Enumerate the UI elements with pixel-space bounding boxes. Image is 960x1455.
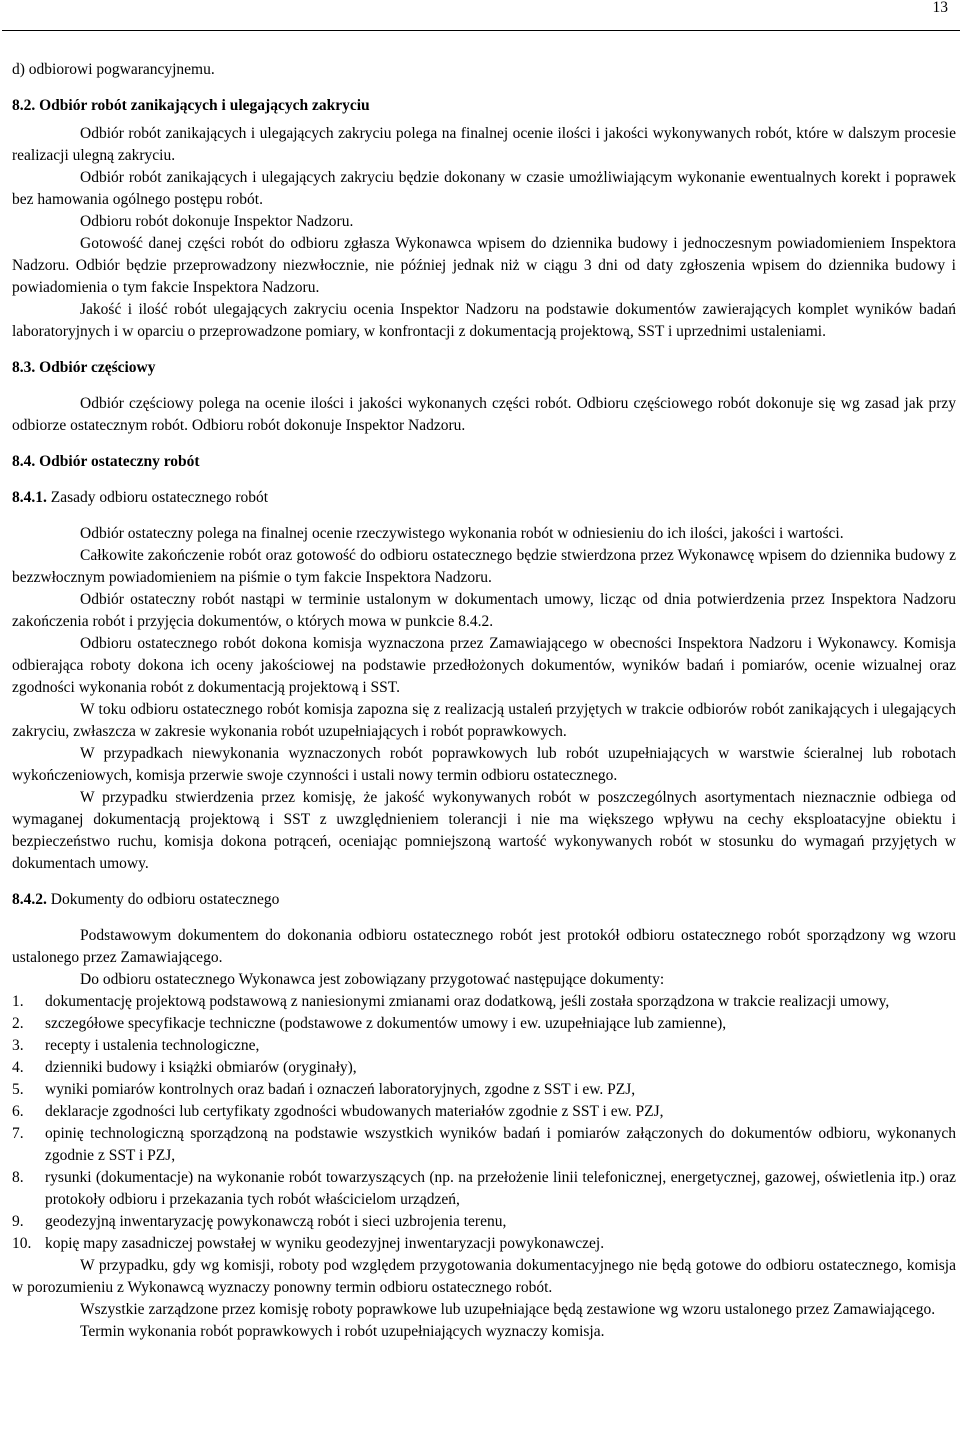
paragraph: Gotowość danej części robót do odbioru zgłasza Wykonawca wpisem do dziennika budowy i jednoczesnym powiadomieniem Inspektora Nadzoru. Odbiór będzie przeprowadzony niezwłocznie, nie później jednak niż w ciągu 3 dni od daty zgłoszenia wpisem do dziennika budowy i powiadomienia o tym fakcie Inspektora Nadzoru. (12, 235, 956, 296)
paragraph: Do odbioru ostatecznego Wykonawca jest zobowiązany przygotować następujące dokumenty: (80, 971, 665, 988)
section-8-3-heading: 8.3. Odbiór częściowy (12, 359, 156, 376)
document-body (12, 59, 956, 1343)
list-item: 4. dzienniki budowy i książki obmiarów (oryginały), (12, 1059, 357, 1076)
paragraph: Jakość i ilość robót ulegających zakryciu ocenia Inspektor Nadzoru na podstawie dokumentów zawierających komplet wyników badań laboratoryjnych i w oparciu o przeprowadzone pomiary, w konfrontacji z dokumentacją projektową, SST i uprzednimi ustaleniami. (12, 301, 956, 340)
list-item: 1. dokumentację projektową podstawową z naniesionymi zmianami oraz dodatkową, jeśli została sporządzona w trakcie realizacji umowy, (12, 993, 890, 1010)
paragraph: Odbiór częściowy polega na ocenie ilości i jakości wykonanych części robót. Odbioru częściowego robót dokonuje się wg zasad jak przy odbiorze ostatecznym robót. Odbioru robót dokonuje Inspektor Nadzoru. (12, 395, 956, 434)
paragraph: W przypadku stwierdzenia przez komisję, że jakość wykonywanych robót w poszczególnych asortymentach nieznacznie odbiega od wymaganej dokumentacją projektową i SST z uwzględnieniem tolerancji i nie ma większego wpływu na cechy eksploatacyjne obiektu i bezpieczeństwo ruchu, komisja dokona potrąceń, oceniając pomniejszoną wartość wykonywanych robót w stosunku do wymagań przyjętych w dokumentach umowy. (12, 789, 956, 872)
paragraph: Odbiór ostateczny polega na finalnej ocenie rzeczywistego wykonania robót w odniesieniu do ich ilości, jakości i wartości. (80, 525, 844, 542)
documents-list (12, 991, 956, 1255)
list-item: 2. szczegółowe specyfikacje techniczne (podstawowe z dokumentów umowy i ew. uzupełniające lub zamienne), (12, 1015, 727, 1032)
paragraph: Termin wykonania robót poprawkowych i robót uzupełniających wyznaczy komisja. (80, 1323, 605, 1340)
section-8-4-2-heading: 8.4.2. Dokumenty do odbioru ostatecznego (12, 891, 280, 908)
list-item: 5. wyniki pomiarów kontrolnych oraz badań i oznaczeń laboratoryjnych, zgodne z SST i ew. PZJ, (12, 1081, 636, 1098)
section-8-4-1-heading: 8.4.1. Zasady odbioru ostatecznego robót (12, 489, 269, 506)
paragraph: W toku odbioru ostatecznego robót komisja zapozna się z realizacją ustaleń przyjętych w trakcie odbiorów robót zanikających i ulegających zakryciu, zwłaszcza w zakresie wykonania robót uzupełniających i robót poprawkowych. (12, 701, 956, 740)
section-8-2-heading: 8.2. Odbiór robót zanikających i ulegających zakryciu (12, 97, 370, 114)
document-page (12, 0, 956, 1455)
paragraph: Podstawowym dokumentem do dokonania odbioru ostatecznego robót jest protokół odbioru ostatecznego robót sporządzony wg wzoru ustalonego przez Zamawiającego. (12, 927, 956, 966)
paragraph: Odbioru robót dokonuje Inspektor Nadzoru. (80, 213, 354, 230)
paragraph: Odbiór robót zanikających i ulegających zakryciu będzie dokonany w czasie umożliwiającym wykonanie ewentualnych korekt i poprawek bez hamowania ogólnego postępu robót. (12, 169, 956, 208)
page-number: 13 (932, 0, 948, 16)
list-item: 6. deklaracje zgodności lub certyfikaty zgodności wbudowanych materiałów zgodnie z SST i ew. PZJ, (12, 1103, 664, 1120)
list-item: 9. geodezyjną inwentaryzację powykonawczą robót i sieci uzbrojenia terenu, (12, 1213, 507, 1230)
paragraph: Odbiór robót zanikających i ulegających zakryciu polega na finalnej ocenie ilości i jakości wykonywanych robót, które w dalszym procesie realizacji ulegną zakryciu. (12, 125, 956, 164)
paragraph: Odbioru ostatecznego robót dokona komisja wyznaczona przez Zamawiającego w obecności Inspektora Nadzoru i Wykonawcy. Komisja odbierająca roboty dokona ich oceny jakościowej na podstawie przedłożonych dokumentów, wyników badań i pomiarów, ocenie wizualnej oraz zgodności wykonania robót z dokumentacją projektową i SST. (12, 635, 956, 696)
list-item: 10. kopię mapy zasadniczej powstałej w wyniku geodezyjnej inwentaryzacji powykonawczej. (12, 1235, 605, 1252)
paragraph: W przypadku, gdy wg komisji, roboty pod względem przygotowania dokumentacyjnego nie będą gotowe do odbioru ostatecznego, komisja w porozumieniu z Wykonawcą wyznaczy ponowny termin odbioru ostatecznego robót. (12, 1257, 956, 1296)
paragraph: W przypadkach niewykonania wyznaczonych robót poprawkowych lub robót uzupełniających w warstwie ścieralnej lub robotach wykończeniowych, komisja przerwie swoje czynności i ustali nowy termin odbioru ostatecznego. (12, 745, 956, 784)
header-rule (2, 30, 960, 31)
list-item: 3. recepty i ustalenia technologiczne, (12, 1037, 260, 1054)
list-item: 8. rysunki (dokumentacje) na wykonanie robót towarzyszących (np. na przełożenie linii telefonicznej, energetycznej, gazowej, oświetlenia itp.) oraz protokoły odbioru i przekazania tych robót właścicielom urządzeń, (12, 1169, 956, 1208)
paragraph: Wszystkie zarządzone przez komisję roboty poprawkowe lub uzupełniające będą zestawione wg wzoru ustalonego przez Zamawiającego. (80, 1301, 936, 1318)
list-item-d: d) odbiorowi pogwarancyjnemu. (12, 61, 215, 78)
paragraph: Odbiór ostateczny robót nastąpi w terminie ustalonym w dokumentach umowy, licząc od dnia potwierdzenia przez Inspektora Nadzoru zakończenia robót i przyjęcia dokumentów, o których mowa w punkcie 8.4.2. (12, 591, 956, 630)
paragraph: Całkowite zakończenie robót oraz gotowość do odbioru ostatecznego będzie stwierdzona przez Wykonawcę wpisem do dziennika budowy z bezzwłocznym powiadomieniem na piśmie o tym fakcie Inspektora Nadzoru. (12, 547, 956, 586)
list-item: 7. opinię technologiczną sporządzoną na podstawie wszystkich wyników badań i pomiarów załączonych do dokumentów odbioru, wykonanych zgodnie z SST i PZJ, (12, 1125, 956, 1164)
section-8-4-heading: 8.4. Odbiór ostateczny robót (12, 453, 200, 470)
